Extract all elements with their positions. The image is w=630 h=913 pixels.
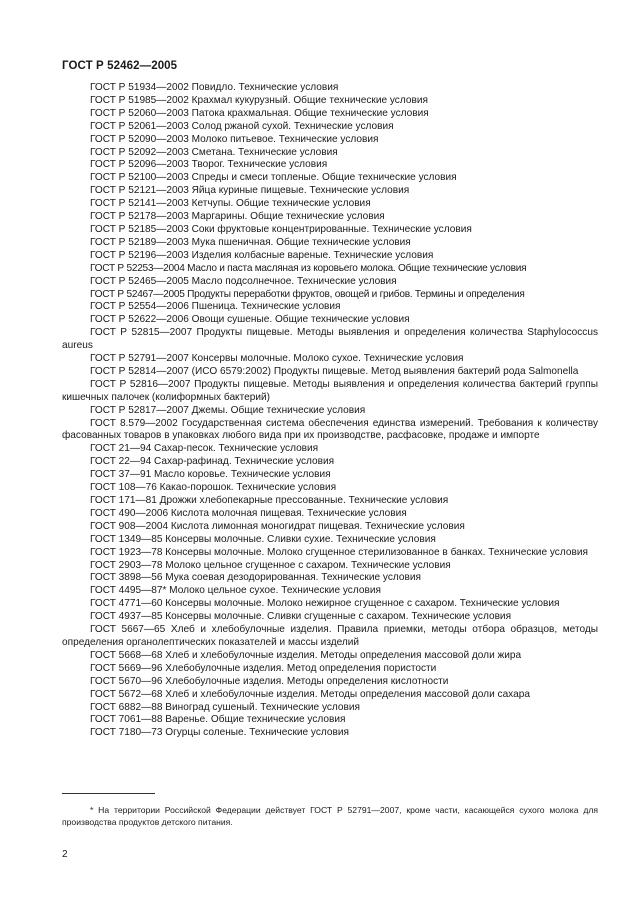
list-item: ГОСТ 2903—78 Молоко цельное сгущенное с сахаром. Технические условия bbox=[90, 559, 451, 571]
list-item: ГОСТ 4495—87* Молоко цельное сухое. Технические условия bbox=[90, 585, 381, 597]
list-item: ГОСТ 5670—96 Хлебобулочные изделия. Методы определения кислотности bbox=[90, 675, 449, 687]
list-item: ГОСТ Р 52196—2003 Изделия колбасные вареные. Технические условия bbox=[90, 249, 434, 261]
list-item: ГОСТ 4937—85 Консервы молочные. Сливки сгущенные с сахаром. Технические условия bbox=[90, 611, 512, 623]
list-item: ГОСТ Р 51934—2002 Повидло. Технические условия bbox=[90, 82, 339, 93]
list-item: ГОСТ 5672—68 Хлеб и хлебобулочные изделия. Методы определения массовой доли сахара bbox=[90, 688, 530, 700]
list-item: ГОСТ Р 52467—2005 Продукты переработки фруктов, овощей и грибов. Термины и определения bbox=[90, 288, 525, 300]
list-item: ГОСТ Р 52061—2003 Солод ржаной сухой. Технические условия bbox=[90, 120, 394, 132]
list-item: ГОСТ Р 52814—2007 (ИСО 6579:2002) Продукты пищевые. Метод выявления бактерий рода Salmonella bbox=[90, 365, 579, 377]
list-item: ГОСТ Р 52815—2007 Продукты пищевые. Методы выявления и определения количества Staphylococcus aureus bbox=[62, 327, 598, 352]
list-item: ГОСТ 37—91 Масло коровье. Технические условия bbox=[90, 469, 331, 481]
list-item: ГОСТ 7180—73 Огурцы соленые. Технические условия bbox=[90, 727, 349, 739]
list-item: ГОСТ 1349—85 Консервы молочные. Сливки сухие. Технические условия bbox=[90, 533, 436, 545]
footnote-divider bbox=[62, 793, 155, 794]
list-item: ГОСТ Р 52189—2003 Мука пшеничная. Общие технические условия bbox=[90, 236, 411, 248]
list-item: ГОСТ 5669—96 Хлебобулочные изделия. Метод определения пористости bbox=[90, 662, 437, 674]
list-item: ГОСТ Р 52465—2005 Масло подсолнечное. Технические условия bbox=[90, 275, 397, 287]
list-item: ГОСТ Р 52090—2003 Молоко питьевое. Технические условия bbox=[90, 133, 379, 145]
list-item: ГОСТ Р 51985—2002 Крахмал кукурузный. Общие технические условия bbox=[90, 94, 428, 106]
list-item: ГОСТ 6882—88 Виноград сушеный. Технические условия bbox=[90, 701, 361, 713]
list-item: ГОСТ Р 52178—2003 Маргарины. Общие технические условия bbox=[90, 211, 385, 223]
list-item: ГОСТ Р 52622—2006 Овощи сушеные. Общие технические условия bbox=[90, 314, 410, 326]
list-item: ГОСТ 8.579—2002 Государственная система обеспечения единства измерений. Требования к количеству фасованных товаров в упаковках любого вида при их производстве, расфасовке, продаже и импорте bbox=[62, 417, 598, 442]
list-item: ГОСТ Р 52141—2003 Кетчупы. Общие технические условия bbox=[90, 198, 371, 210]
list-item: ГОСТ 108—76 Какао-порошок. Технические условия bbox=[90, 482, 337, 494]
list-item: ГОСТ Р 52817—2007 Джемы. Общие технические условия bbox=[90, 404, 366, 416]
footnote: * На территории Российской Федерации действует ГОСТ Р 52791—2007, кроме части, касающейся сухого молока для производства продуктов детского питания. bbox=[62, 805, 598, 828]
list-item: ГОСТ 3898—56 Мука соевая дезодорированная. Технические условия bbox=[90, 572, 421, 584]
list-item: ГОСТ Р 52253—2004 Масло и паста масляная из коровьего молока. Общие технические условия bbox=[90, 262, 527, 274]
list-item: ГОСТ 22—94 Сахар-рафинад. Технические условия bbox=[90, 456, 335, 468]
page-number: 2 bbox=[62, 849, 68, 860]
list-item: ГОСТ Р 52816—2007 Продукты пищевые. Методы выявления и определения количества бактерий группы кишечных палочек (колиформных бактерий) bbox=[62, 378, 598, 403]
standards-list bbox=[62, 82, 598, 740]
list-item: ГОСТ 5667—65 Хлеб и хлебобулочные изделия. Правила приемки, методы отбора образцов, методы определения органолептических показателей и массы изделий bbox=[62, 624, 598, 648]
list-item: ГОСТ Р 52092—2003 Сметана. Технические условия bbox=[90, 146, 338, 158]
list-item: ГОСТ Р 52060—2003 Патока крахмальная. Общие технические условия bbox=[90, 107, 429, 119]
list-item: ГОСТ 5668—68 Хлеб и хлебобулочные изделия. Методы определения массовой доли жира bbox=[90, 649, 522, 661]
list-item: ГОСТ Р 52185—2003 Соки фруктовые концентрированные. Технические условия bbox=[90, 223, 472, 235]
list-item: ГОСТ 171—81 Дрожжи хлебопекарные прессованные. Технические условия bbox=[90, 495, 449, 506]
document-header: ГОСТ Р 52462—2005 bbox=[62, 60, 178, 72]
list-item: ГОСТ Р 52100—2003 Спреды и смеси топленые. Общие технические условия bbox=[90, 172, 457, 184]
list-item: ГОСТ Р 52096—2003 Творог. Технические условия bbox=[90, 159, 328, 171]
list-item: ГОСТ 1923—78 Консервы молочные. Молоко сгущенное стерилизованное в банках. Технические условия bbox=[90, 546, 588, 558]
list-item: ГОСТ 21—94 Сахар-песок. Технические условия bbox=[90, 443, 319, 455]
list-item: ГОСТ 4771—60 Консервы молочные. Молоко нежирное сгущенное с сахаром. Технические условия bbox=[90, 598, 560, 610]
list-item: ГОСТ Р 52554—2006 Пшеница. Технические условия bbox=[90, 301, 341, 313]
list-item: ГОСТ Р 52121—2003 Яйца куриные пищевые. Технические условия bbox=[90, 185, 410, 197]
list-item: ГОСТ Р 52791—2007 Консервы молочные. Молоко сухое. Технические условия bbox=[90, 353, 464, 365]
list-item: ГОСТ 490—2006 Кислота молочная пищевая. Технические условия bbox=[90, 507, 407, 519]
list-item: ГОСТ 908—2004 Кислота лимонная моногидрат пищевая. Технические условия bbox=[90, 520, 465, 532]
list-item: ГОСТ 7061—88 Варенье. Общие технические условия bbox=[90, 714, 346, 726]
